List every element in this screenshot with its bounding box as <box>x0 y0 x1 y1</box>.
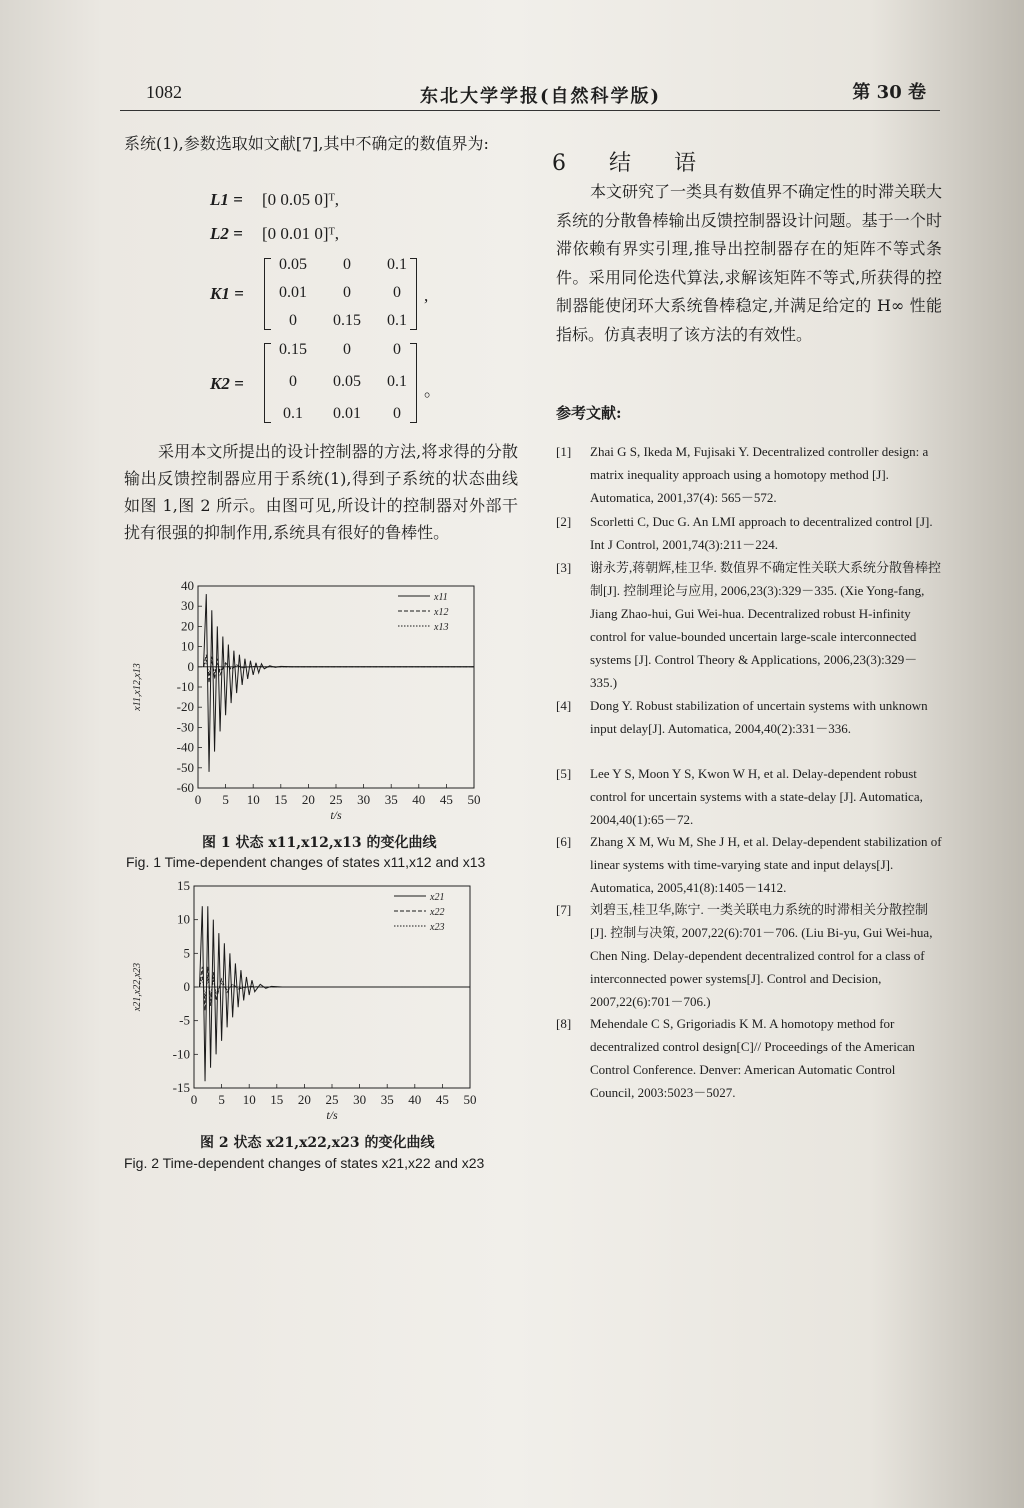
k1-tail: , <box>424 286 429 305</box>
figure-1-caption-en: Fig. 1 Time-dependent changes of states x11,x12 and x13 <box>126 854 486 870</box>
k1-cell: 0.01 <box>279 284 307 301</box>
x-tick-label: 30 <box>357 792 371 807</box>
journal-name: 东北大学学报(自然科学版) <box>420 86 662 107</box>
y-tick-label: 30 <box>181 598 194 614</box>
reference-item <box>556 1012 942 1104</box>
eq-l1-label: L1 = <box>210 190 243 209</box>
x-axis-label: t/s <box>326 1108 338 1122</box>
y-tick-label: 20 <box>181 618 194 634</box>
series-line-x22 <box>200 967 470 1011</box>
results-paragraph: 采用本文所提出的设计控制器的方法,将求得的分散输出反馈控制器应用于系统(1),得到子系统的状态曲线如图 1,图 2 所示。由图可见,所设计的控制器对外部干扰有很强的抑制作用,系统具有很好的鲁棒性。 <box>124 442 518 542</box>
x-tick-label: 50 <box>467 792 481 807</box>
figure-2-caption-en: Fig. 2 Time-dependent changes of states x21,x22 and x23 <box>124 1155 485 1171</box>
plot-frame <box>198 586 474 788</box>
figure-1-caption-cn: 图 1 状态 x11,x12,x13 的变化曲线 <box>202 835 437 851</box>
k2-cell: 0.05 <box>333 373 361 390</box>
x-tick-label: 10 <box>246 792 260 807</box>
y-tick-label: -30 <box>176 719 194 735</box>
reference-number: [2] <box>556 514 572 529</box>
eq-l2-value: [0 0.01 0]ᵀ, <box>262 224 339 243</box>
legend-label: x22 <box>430 907 445 918</box>
y-tick-label: -60 <box>176 780 194 795</box>
eq-k1-label: K1 = <box>210 284 244 303</box>
x-tick-label: 35 <box>384 792 398 807</box>
y-tick-label: -50 <box>176 759 194 775</box>
figure-1-chart <box>126 578 516 834</box>
x-tick-label: 35 <box>380 1092 394 1107</box>
x-axis-label: t/s <box>330 808 342 822</box>
eq-l1-value: [0 0.05 0]ᵀ, <box>262 190 339 209</box>
reference-number: [5] <box>556 766 572 781</box>
k1-cell: 0 <box>289 312 297 329</box>
k1-cell: 0 <box>343 256 351 273</box>
x-tick-label: 25 <box>325 1092 339 1107</box>
y-axis-label: x21,x22,x23 <box>132 962 143 1012</box>
y-tick-label: -10 <box>176 679 194 694</box>
reference-number: [4] <box>556 698 572 713</box>
x-tick-label: 25 <box>329 792 343 807</box>
x-tick-label: 0 <box>194 792 202 807</box>
reference-text: 刘碧玉,桂卫华,陈宁. 一类关联电力系统的时滞相关分散控制[J]. 控制与决策, 2007,22(6):701－706. (Liu Bi-yu, Gui Wei-hua, Chen Ning. Delay-dependent decentralized control for a class of interconnected power systems[J]. Control and Decision, 2007,22(6):701－706.) <box>590 902 933 1009</box>
x-tick-label: 45 <box>435 1092 449 1107</box>
k2-cell: 0.01 <box>333 405 361 422</box>
y-tick-label: -5 <box>179 1012 190 1028</box>
y-tick-label: -15 <box>172 1080 190 1095</box>
y-tick-label: 10 <box>181 638 194 654</box>
reference-number: [1] <box>556 444 572 459</box>
x-tick-label: 45 <box>439 792 453 807</box>
section-title: 6 结 语 <box>552 151 714 176</box>
reference-item <box>556 830 942 899</box>
k1-cell: 0.15 <box>333 312 361 329</box>
page-number: 1082 <box>146 82 182 102</box>
legend-label: x21 <box>430 892 445 903</box>
k2-cell: 0 <box>393 405 401 422</box>
volume-label: 第 30 卷 <box>852 82 926 103</box>
k2-tail: 。 <box>424 381 441 400</box>
reference-text: Lee Y S, Moon Y S, Kwon W H, et al. Delay-dependent robust control for uncertain systems with a state-delay [J]. Automatica, 2004,40(1):65－72. <box>590 766 923 827</box>
conclusion-paragraph: 本文研究了一类具有数值界不确定性的时滞关联大系统的分散鲁棒输出反馈控制器设计问题。基于一个时滞依赖有界实引理,推导出控制器存在的矩阵不等式条件。采用同伦迭代算法,求解该矩阵不等式,所获得的控制器能使闭环大系统鲁棒稳定,并满足给定的 H∞ 性能指标。仿真表明了该方法的有效性。 <box>556 182 943 344</box>
y-tick-label: 0 <box>183 979 190 994</box>
y-tick-label: 40 <box>181 578 194 593</box>
k2-cell: 0.15 <box>279 341 307 358</box>
reference-item <box>556 694 942 740</box>
running-header <box>120 76 940 111</box>
x-tick-label: 5 <box>222 792 229 807</box>
k2-cell: 0 <box>289 373 297 390</box>
y-tick-label: -10 <box>172 1046 190 1062</box>
y-tick-label: 0 <box>187 658 194 674</box>
reference-item <box>556 556 942 694</box>
references-heading: 参考文献: <box>556 404 622 422</box>
legend-label: x23 <box>430 922 445 933</box>
reference-text: Scorletti C, Duc G. An LMI approach to decentralized control [J]. Int J Control, 2001,74(3):211－224. <box>590 514 933 552</box>
k2-cell: 0.1 <box>387 373 407 390</box>
y-axis-label: x11,x12,x13 <box>132 663 143 711</box>
reference-number: [6] <box>556 834 572 849</box>
reference-item <box>556 440 942 509</box>
x-tick-label: 5 <box>218 1092 225 1107</box>
k1-cell: 0.05 <box>279 256 307 273</box>
intro-paragraph: 系统(1),参数选取如文献[7],其中不确定的数值界为: <box>124 134 489 153</box>
y-tick-label: 5 <box>183 945 190 961</box>
k1-cell: 0.1 <box>387 256 407 273</box>
reference-text: Zhai G S, Ikeda M, Fujisaki Y. Decentralized controller design: a matrix inequality approach using a homotopy method [J]. Automatica, 2001,37(4): 565－572. <box>590 444 929 505</box>
k1-cell: 0 <box>393 284 401 301</box>
x-tick-label: 20 <box>301 792 315 807</box>
y-tick-label: 15 <box>177 878 190 893</box>
reference-text: Zhang X M, Wu M, She J H, et al. Delay-dependent stabilization of linear systems with time-varying state and input delays[J]. Automatica, 2005,41(8):1405－1412. <box>590 834 942 895</box>
x-tick-label: 0 <box>190 1092 198 1107</box>
y-tick-label: -40 <box>176 739 194 755</box>
reference-item <box>556 510 942 556</box>
figure-2-chart <box>126 878 516 1128</box>
k2-cell: 0 <box>343 341 351 358</box>
reference-text: 谢永芳,蒋朝辉,桂卫华. 数值界不确定性关联大系统分散鲁棒控制[J]. 控制理论与应用, 2006,23(3):329－335. (Xie Yong-fang, Jiang Zhao-hui, Gui Wei-hua. Decentralized robust H-infinity control for value-bounded uncertain large-scale interconnected systems [J]. Control Theory & Applications, 2006,23(3):329－335.) <box>590 560 942 690</box>
reference-number: [8] <box>556 1016 572 1031</box>
series-line-x11 <box>204 594 474 772</box>
eq-k2-label: K2 = <box>210 374 244 393</box>
reference-number: [3] <box>556 560 572 575</box>
reference-item <box>556 762 942 831</box>
legend-label: x13 <box>434 622 449 633</box>
reference-text: Dong Y. Robust stabilization of uncertain systems with unknown input delay[J]. Automatica, 2004,40(2):331－336. <box>590 698 928 736</box>
reference-number: [7] <box>556 902 572 917</box>
x-tick-label: 10 <box>242 1092 256 1107</box>
k2-cell: 0.1 <box>283 405 303 422</box>
eq-l2-label: L2 = <box>210 224 243 243</box>
x-tick-label: 40 <box>408 1092 422 1107</box>
k2-cell: 0 <box>393 341 401 358</box>
legend-label: x11 <box>434 592 448 603</box>
x-tick-label: 30 <box>353 1092 367 1107</box>
x-tick-label: 40 <box>412 792 426 807</box>
x-tick-label: 50 <box>463 1092 477 1107</box>
legend-label: x12 <box>434 607 449 618</box>
figure-2-caption-cn: 图 2 状态 x21,x22,x23 的变化曲线 <box>200 1135 435 1151</box>
y-tick-label: 10 <box>177 911 190 927</box>
reference-text: Mehendale C S, Grigoriadis K M. A homotopy method for decentralized control design[C]// Proceedings of the American Control Conference. Denver: American Automatic Control Council, 2003:5023－5027. <box>590 1016 915 1100</box>
k1-cell: 0 <box>343 284 351 301</box>
reference-item <box>556 898 942 1013</box>
y-tick-label: -20 <box>176 699 194 715</box>
x-tick-label: 15 <box>274 792 288 807</box>
x-tick-label: 15 <box>270 1092 284 1107</box>
k1-cell: 0.1 <box>387 312 407 329</box>
x-tick-label: 20 <box>297 1092 311 1107</box>
